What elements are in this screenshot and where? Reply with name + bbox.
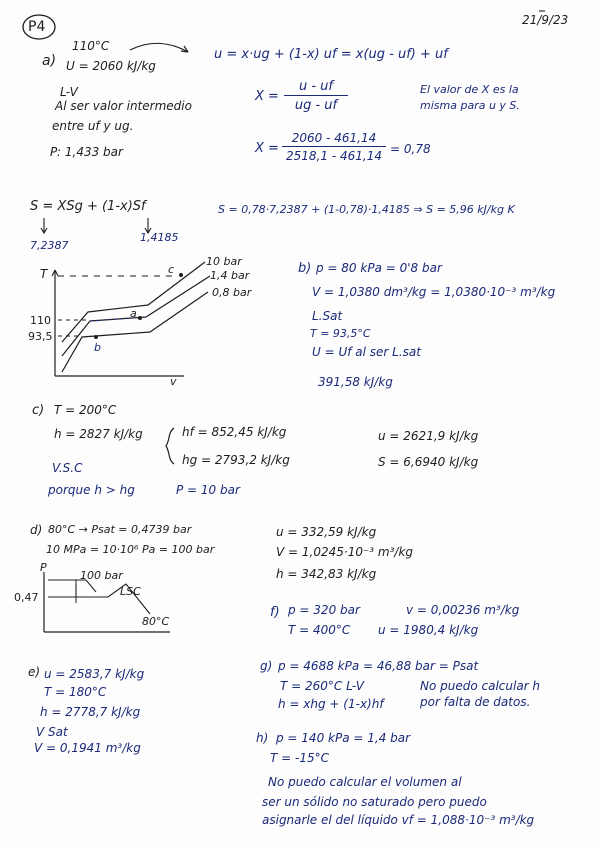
part-g-h-formula: h = xhg + (1-x)hf [278, 697, 384, 711]
sg-value: 7,2387 [30, 239, 69, 252]
part-d-u-value: u = 332,59 kJ/kg [276, 525, 377, 539]
part-a-phase: L-V [60, 85, 78, 99]
part-h-note-1: No puedo calcular el volumen al [268, 775, 462, 789]
part-a-reason-2: entre uf y ug. [52, 119, 134, 133]
part-e-h-value: h = 2778,7 kJ/kg [40, 705, 141, 719]
s-equation: S = XSg + (1-x)Sf [30, 199, 146, 214]
problem-label: P4 [28, 19, 46, 35]
part-a-label: a) [42, 53, 57, 69]
part-f-temperature: T = 400°C [288, 623, 351, 637]
part-e-label: e) [28, 665, 41, 679]
part-d-label: d) [30, 523, 43, 537]
part-a-pressure: P: 1,433 bar [50, 145, 123, 159]
tick-93-5: 93,5 [28, 330, 53, 343]
part-f-pressure: p = 320 bar [288, 603, 360, 617]
x-formula-num: u - uf [284, 80, 348, 96]
part-c-temperature: T = 200°C [54, 403, 117, 417]
part-c-pressure: P = 10 bar [176, 483, 240, 497]
part-b-state: L.Sat [312, 309, 343, 323]
part-b-pressure: p = 80 kPa = 0'8 bar [316, 261, 442, 275]
part-b-temperature: T = 93,5°C [310, 327, 371, 340]
diagram-x-label: v [170, 375, 177, 388]
part-c-enthalpy: h = 2827 kJ/kg [54, 427, 143, 441]
part-b-u-statement: U = Uf al ser L.sat [312, 345, 421, 359]
point-c-label: c [168, 263, 175, 276]
pv-diagram-tick: 0,47 [14, 591, 39, 604]
part-c-hg: hg = 2793,2 kJ/kg [182, 453, 290, 467]
note-line-1: El valor de X es la [420, 83, 519, 96]
arrow-icon [130, 43, 188, 52]
part-h-note-2: ser un sólido no saturado pero puedo [262, 795, 487, 809]
part-g-note-1: No puedo calcular h [420, 679, 541, 693]
part-d-line-1: 80°C → Psat = 0,4739 bar [48, 523, 192, 536]
x-lhs: X = [255, 89, 279, 104]
part-a-temperature: 110°C [72, 39, 110, 53]
part-c-hf: hf = 852,45 kJ/kg [182, 425, 287, 439]
part-h-label: h) [256, 731, 269, 745]
note-line-2: misma para u y S. [420, 99, 520, 112]
isobar-10-bar: 10 bar [206, 255, 242, 268]
diagram-y-label: T [40, 267, 48, 281]
pv-diagram-temp: 80°C [142, 615, 170, 628]
x-value-lhs: X = [255, 141, 279, 156]
x-result: = 0,78 [390, 142, 431, 156]
isobar-1-4-bar: 1,4 bar [210, 269, 250, 282]
part-f-volume: v = 0,00236 m³/kg [406, 603, 520, 617]
x-value-den: 2518,1 - 461,14 [286, 149, 382, 163]
s-result: S = 0,78·7,2387 + (1-0,78)·1,4185 ⇒ S = 5,96 kJ/kg K [218, 203, 515, 216]
x-value-num: 2060 - 461,14 [282, 132, 386, 147]
x-formula-den: ug - uf [294, 98, 338, 113]
isobar-0-8-bar: 0,8 bar [212, 286, 252, 299]
point-b-label: b [94, 341, 101, 354]
pv-diagram-y-label: P [40, 561, 47, 574]
part-d-h-value: h = 342,83 kJ/kg [276, 567, 377, 581]
part-a-u-given: U = 2060 kJ/kg [66, 59, 156, 73]
sf-value: 1,4185 [140, 231, 179, 244]
part-b-u-value: 391,58 kJ/kg [318, 375, 393, 389]
part-f-label: f) [270, 605, 280, 620]
part-g-label: g) [260, 659, 273, 673]
part-e-v-value: V = 0,1941 m³/kg [34, 741, 141, 755]
part-g-temperature: T = 260°C L-V [280, 679, 364, 693]
part-h-pressure: p = 140 kPa = 1,4 bar [276, 731, 411, 745]
part-e-state: V Sat [36, 725, 68, 739]
part-e-u-value: u = 2583,7 kJ/kg [44, 667, 145, 681]
point-a-label: a [130, 307, 137, 320]
pv-diagram-lsc: LSC [120, 585, 141, 598]
brace-icon [166, 428, 174, 464]
part-c-state: V.S.C [52, 461, 83, 475]
part-d-line-2: 10 MPa = 10·10⁶ Pa = 100 bar [46, 543, 215, 556]
part-g-note-2: por falta de datos. [420, 695, 531, 709]
arrow-down-icon [41, 218, 47, 233]
date: 21/9/23 [522, 13, 569, 27]
part-d-v-value: V = 1,0245·10⁻³ m³/kg [276, 545, 414, 559]
part-c-label: c) [32, 403, 45, 418]
part-c-u-value: u = 2621,9 kJ/kg [378, 429, 479, 443]
part-h-note-3: asignarle el del líquido vf = 1,088·10⁻³ m³/kg [262, 813, 535, 827]
u-equation: u = x·ug + (1-x) uf = x(ug - uf) + uf [214, 47, 448, 62]
part-c-s-value: S = 6,6940 kJ/kg [378, 455, 479, 469]
part-f-u-value: u = 1980,4 kJ/kg [378, 623, 479, 637]
x-value [282, 132, 386, 162]
part-g-pressure: p = 4688 kPa = 46,88 bar = Psat [278, 659, 479, 673]
x-formula [284, 80, 348, 112]
part-c-reason: porque h > hg [48, 483, 135, 497]
part-b-volume: V = 1,0380 dm³/kg = 1,0380·10⁻³ m³/kg [312, 285, 556, 299]
part-a-reason-1: Al ser valor intermedio [55, 99, 192, 113]
part-e-temperature: T = 180°C [44, 685, 107, 699]
part-h-temperature: T = -15°C [270, 751, 329, 765]
part-b-label: b) [298, 261, 312, 276]
tick-110: 110 [30, 314, 51, 327]
pv-diagram-isobar: 100 bar [80, 569, 123, 582]
